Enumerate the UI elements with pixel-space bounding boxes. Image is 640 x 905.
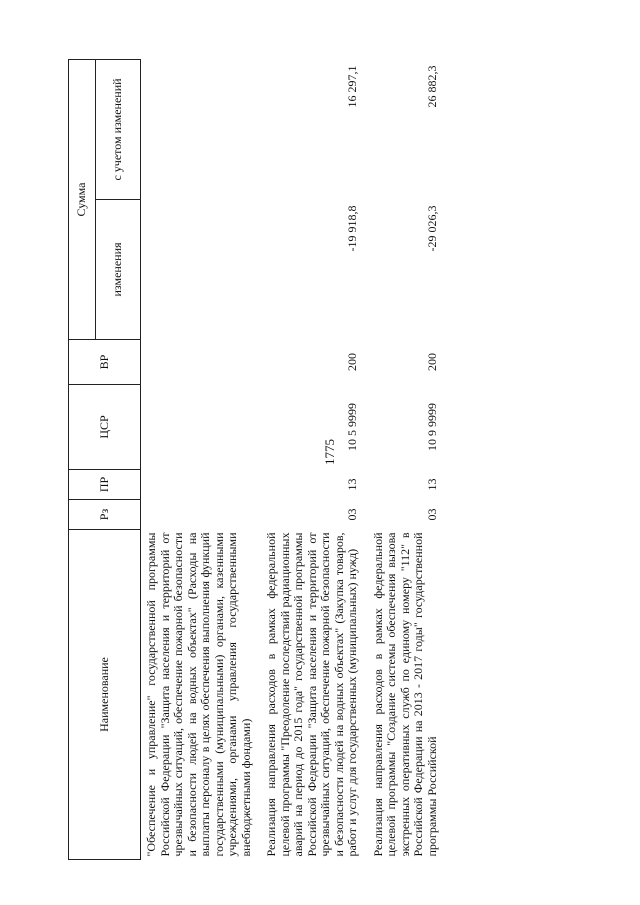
budget-table	[68, 59, 447, 860]
table-body	[141, 59, 448, 859]
header-vr: ВР	[69, 340, 141, 385]
row-csr: 10 5 9999	[345, 403, 359, 451]
row-total: 16 297,1	[345, 65, 359, 108]
row-pr: 13	[424, 478, 439, 491]
table-header	[69, 59, 141, 859]
row-csr: 10 9 9999	[424, 403, 439, 451]
row-rz: 03	[424, 508, 439, 521]
header-name: Наименование	[69, 530, 141, 860]
row-vr	[141, 340, 262, 385]
header-with-changes: с учетом изменений	[96, 59, 141, 199]
row-vr: 200	[345, 353, 359, 371]
header-csr: ЦСР	[69, 385, 141, 470]
row-change: -19 918,8	[345, 205, 359, 252]
row-total	[141, 59, 262, 199]
page-number: 1775	[322, 439, 337, 465]
table-row	[141, 59, 262, 859]
header-changes: изменения	[96, 200, 141, 340]
row-change	[141, 200, 262, 340]
row-total: 26 882,3	[424, 65, 439, 108]
row-rz	[141, 500, 262, 530]
row-change: -29 026,3	[424, 205, 439, 252]
row-vr: 200	[424, 353, 439, 371]
row-rz: 03	[345, 508, 359, 521]
rotated-table-container	[68, 60, 628, 860]
row-csr	[141, 385, 262, 470]
header-rz: Рз	[69, 500, 141, 530]
row-name: "Обеспечение и управление" государственной программы Российской Федерации "Защита населения и территорий от чрезвычайных ситуаций, обеспечение пожарной безопасности и безопасности людей на водных объектах" (Расходы на выплаты персоналу в целях обеспечения выполнения функций государственными (муниципальными) органами, казенными учреждениями, органами управления государственными внебюджетными фондами)	[141, 530, 262, 860]
row-name: Реализация направления расходов в рамках федеральной целевой программы "Преодоление последствий радиационных аварий на период до 2015 года" государственной программы Российской Федерации "Защита населения и территорий от чрезвычайных ситуаций, обеспечение пожарной безопасности и безопасности людей на водных объектах" (Закупка товаров, работ и услуг для государственных (муниципальных) нужд)	[264, 532, 359, 857]
header-sum: Сумма	[69, 59, 96, 339]
row-pr	[141, 470, 262, 500]
table-row	[261, 59, 368, 859]
row-name: Реализация направления расходов в рамках федеральной целевой программы "Создание системы обеспечения вызова экстренных оперативных служб по единому номеру "112" в Российской Федерации на 2013 - 2017 годы" государственной программы Российской	[370, 532, 439, 857]
header-pr: ПР	[69, 470, 141, 500]
table-row	[368, 59, 448, 859]
row-pr: 13	[345, 478, 359, 491]
